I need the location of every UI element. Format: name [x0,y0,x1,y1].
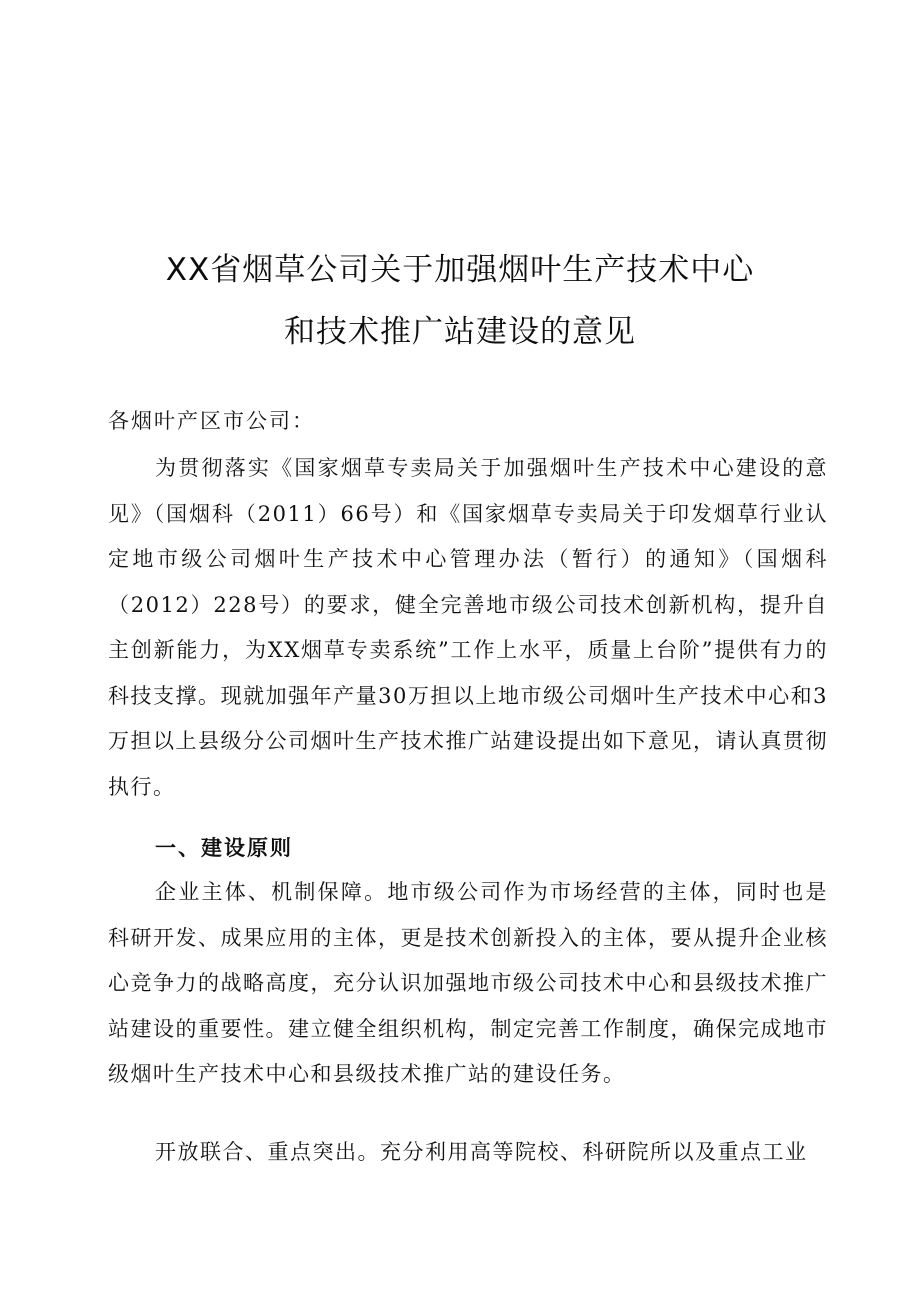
paragraph-open-cooperation: 开放联合、重点突出。充分利用高等院校、科研院所以及重点工业 [155,1140,808,1164]
document-title-line-2: 和技术推广站建设的意见 [284,314,636,350]
paragraph-enterprise-subject: 企业主体、机制保障。地市级公司作为市场经营的主体，同时也是科研开发、成果应用的主体，更是技术创新投入的主体，要从提升企业核心竞争力的战略高度，充分认识加强地市级公司技术中心和县级技术推广站建设的重要性。建立健全组织机构，制定完善工作制度，确保完成地市级烟叶生产技术中心和县级技术推广站的建设任务。 [108,880,828,1086]
paragraph-intro: 为贯彻落实《国家烟草专卖局关于加强烟叶生产技术中心建设的意见》（国烟科（2011）66号）和《国家烟草专卖局关于印发烟草行业认定地市级公司烟叶生产技术中心管理办法（暂行）的通知》（国烟科（2012）228号）的要求，健全完善地市级公司技术创新机构，提升自主创新能力，为XX烟草专卖系统”工作上水平，质量上台阶”提供有力的科技支撑。现就加强年产量30万担以上地市级公司烟叶生产技术中心和3万担以上县级分公司烟叶生产技术推广站建设提出如下意见，请认真贯彻执行。 [108,456,828,799]
salutation: 各烟叶产区市公司： [108,409,315,433]
document-title-line-1: XX省烟草公司关于加强烟叶生产技术中心 [165,252,755,288]
section-heading-principles: 一、建设原则 [155,836,293,860]
